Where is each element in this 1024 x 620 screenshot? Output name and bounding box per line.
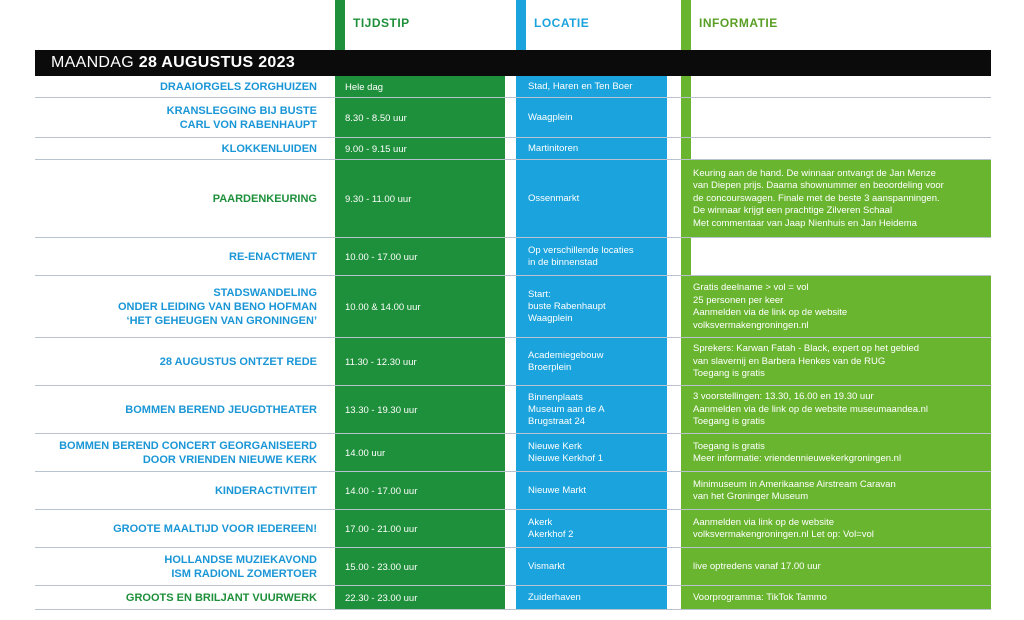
event-time: 22.30 - 23.00 uur [345, 592, 418, 604]
event-title: KINDERACTIVITEIT [214, 485, 317, 497]
event-location: Binnenplaats Museum aan de A Brugstraat 24 [528, 392, 605, 427]
date-label: 28 AUGUSTUS 2023 [138, 54, 296, 71]
event-info-box [681, 160, 991, 238]
event-info-box [681, 386, 991, 434]
event-location: Academiegebouw Broerplein [528, 350, 604, 373]
schedule-row [35, 386, 991, 434]
weekday-label: MAANDAG [51, 54, 134, 71]
event-title: STADSWANDELING ONDER LEIDING VAN BENO HOFMAN ‘HET GEHEUGEN VAN GRONINGEN’ [117, 287, 317, 327]
column-header-location [516, 0, 667, 50]
event-location: Ossenmarkt [528, 193, 580, 204]
schedule-row [35, 276, 991, 338]
event-location: Akerk Akerkhof 2 [528, 517, 574, 540]
schedule-row [35, 160, 991, 238]
event-info: 3 voorstellingen: 13.30, 16.00 en 19.30 uur Aanmelden via de link op de website museumaandea.nl Toegang is gratis [693, 391, 929, 428]
event-time: 17.00 - 21.00 uur [345, 523, 418, 535]
event-info-box [681, 276, 991, 338]
event-time: 11.30 - 12.30 uur [345, 356, 417, 368]
event-location: Start: buste Rabenhaupt Waagplein [528, 289, 606, 324]
column-header-info-label: INFORMATIE [699, 16, 778, 30]
schedule-row [35, 98, 991, 138]
event-title: BOMMEN BEREND JEUGDTHEATER [125, 404, 317, 416]
event-time: 14.00 - 17.00 uur [345, 485, 418, 497]
event-title: KRANSLEGGING BIJ BUSTE CARL VON RABENHAUPT [166, 105, 317, 131]
event-time: 13.30 - 19.30 uur [345, 404, 418, 416]
event-info: Gratis deelname > vol = vol 25 personen per keer Aanmelden via de link op de website volksvermakengroningen.nl [693, 282, 848, 331]
schedule-row [35, 138, 991, 160]
column-header-time [335, 0, 505, 50]
event-info: Aanmelden via link op de website volksvermakengroningen.nl Let op: Vol=vol [693, 516, 874, 540]
event-location: Stad, Haren en Ten Boer [528, 81, 633, 92]
event-title: BOMMEN BEREND CONCERT GEORGANISEERD DOOR VRIENDEN NIEUWE KERK [59, 440, 317, 466]
column-header-time-label: TIJDSTIP [353, 16, 410, 30]
event-info: Keuring aan de hand. De winnaar ontvangt de Jan Menze van Diepen prijs. Daarna shownummer en beoordeling voor de concourswagen. Finale met de beste 3 aanspanningen. De winnaar krijgt een prachtige Zilveren Schaal Met commentaar van Jaap Nienhuis en Jan Heidema [693, 167, 944, 229]
event-time: 14.00 uur [345, 447, 386, 459]
row-divider [35, 609, 991, 610]
event-info: live optredens vanaf 17.00 uur [693, 560, 821, 572]
event-info: Toegang is gratis Meer informatie: vriendennieuwekerkgroningen.nl [693, 440, 902, 464]
schedule-row [35, 472, 991, 510]
date-band [35, 50, 991, 76]
event-time: 9.00 - 9.15 uur [345, 143, 407, 155]
column-header-info [681, 0, 991, 50]
event-info: Sprekers: Karwan Fatah - Black, expert op het gebied van slavernij en Barbera Henkes van de RUG Toegang is gratis [693, 343, 920, 380]
event-time: Hele dag [345, 81, 384, 93]
event-info-box [681, 510, 991, 548]
event-location: Zuiderhaven [528, 592, 581, 603]
event-location: Vismarkt [528, 561, 565, 572]
event-title: PAARDENKEURING [212, 193, 317, 205]
event-location: Nieuwe Kerk Nieuwe Kerkhof 1 [528, 441, 603, 464]
schedule-row [35, 548, 991, 586]
event-title: DRAAIORGELS ZORGHUIZEN [159, 81, 317, 93]
schedule-row [35, 586, 991, 610]
event-title: RE-ENACTMENT [229, 251, 317, 263]
event-title: 28 AUGUSTUS ONTZET REDE [159, 356, 317, 368]
event-title: GROOTS EN BRILJANT VUURWERK [125, 592, 317, 604]
event-info-box [681, 548, 991, 586]
event-title: HOLLANDSE MUZIEKAVOND ISM RADIONL ZOMERTOER [164, 554, 317, 580]
event-time: 15.00 - 23.00 uur [345, 561, 418, 573]
event-time: 10.00 - 17.00 uur [345, 251, 418, 263]
event-info-box [681, 472, 991, 510]
date-title [51, 54, 295, 72]
event-info-box [681, 586, 991, 610]
event-info: Voorprogramma: TikTok Tammo [693, 591, 827, 603]
event-location: Waagplein [528, 112, 573, 123]
event-info-box [681, 338, 991, 386]
column-header-location-label: LOCATIE [534, 16, 590, 30]
event-location: Op verschillende locaties in de binnenstad [528, 245, 634, 268]
event-title: GROOTE MAALTIJD VOOR IEDEREEN! [113, 523, 317, 535]
event-time: 9.30 - 11.00 uur [345, 193, 412, 205]
schedule-row [35, 338, 991, 386]
event-time: 8.30 - 8.50 uur [345, 112, 407, 124]
schedule-row [35, 238, 991, 276]
event-info: Minimuseum in Amerikaanse Airstream Caravan van het Groninger Museum [693, 478, 896, 502]
schedule-row [35, 434, 991, 472]
event-title: KLOKKENLUIDEN [221, 143, 317, 155]
event-time: 10.00 & 14.00 uur [345, 301, 421, 313]
schedule-row [35, 76, 991, 98]
event-info-box [681, 434, 991, 472]
event-location: Martinitoren [528, 143, 579, 154]
schedule-row [35, 510, 991, 548]
event-location: Nieuwe Markt [528, 485, 587, 496]
